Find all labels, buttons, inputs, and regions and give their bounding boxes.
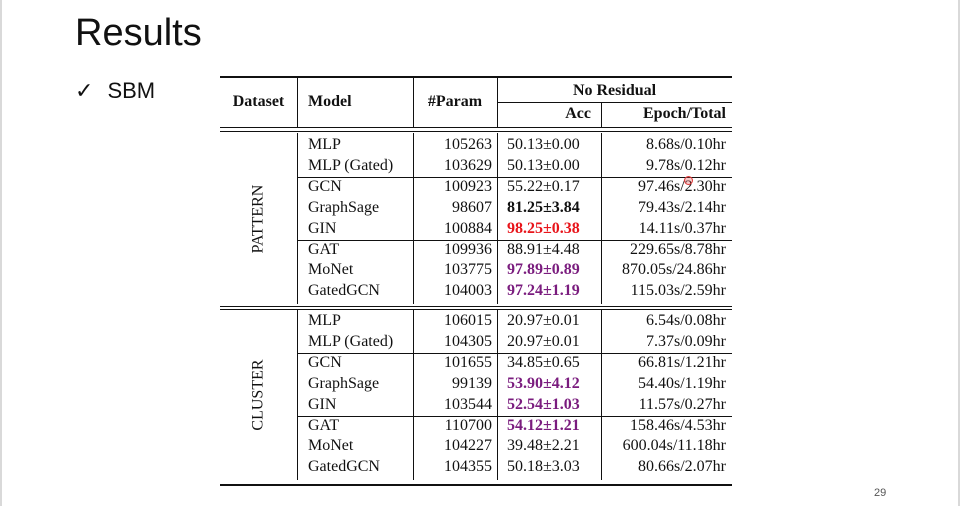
header-model: Model [308, 93, 352, 110]
cell-model: GatedGCN [308, 458, 380, 476]
cell-param: 99139 [452, 374, 492, 392]
cell-acc: 54.12±1.21 [507, 416, 580, 434]
header-epoch-total: Epoch/Total [643, 105, 726, 122]
cell-epoch-total: 115.03s/2.59hr [630, 282, 726, 300]
cell-acc: 55.22±0.17 [507, 177, 580, 195]
cell-acc: 81.25±3.84 [507, 198, 580, 216]
cell-param: 104227 [444, 437, 492, 455]
cell-param: 103775 [444, 261, 492, 279]
cell-param: 104355 [444, 458, 492, 476]
cell-acc: 88.91±4.48 [507, 240, 580, 258]
cell-acc: 52.54±1.03 [507, 395, 580, 413]
cell-param: 103629 [444, 156, 492, 174]
slide-left-border [0, 0, 2, 506]
cell-model: GAT [308, 240, 340, 258]
cell-model: MLP (Gated) [308, 156, 394, 174]
cell-param: 103544 [444, 395, 492, 413]
cell-param: 100923 [444, 177, 492, 195]
cell-model: GAT [308, 416, 340, 434]
header-dataset: Dataset [232, 93, 285, 110]
table-bottom-rule [220, 484, 732, 486]
cell-acc: 50.13±0.00 [507, 156, 580, 174]
column-divider [497, 309, 498, 480]
cell-epoch-total: 8.68s/0.10hr [646, 136, 726, 153]
cell-epoch-total: 870.05s/24.86hr [622, 261, 726, 279]
group-underline [497, 102, 732, 103]
bullet-text: SBM [107, 78, 156, 103]
cell-model: GraphSage [308, 198, 380, 216]
cell-model: MoNet [308, 437, 354, 455]
header-bottom-rule-2 [220, 131, 732, 132]
cell-epoch-total: 80.66s/2.07hr [638, 458, 726, 476]
cell-model: MLP [308, 312, 341, 329]
cell-model: MoNet [308, 261, 354, 279]
header-no-residual: No Residual [572, 82, 657, 99]
cell-epoch-total: 11.57s/0.27hr [638, 395, 726, 413]
cell-epoch-total: 158.46s/4.53hr [630, 416, 726, 434]
cell-model: GIN [308, 395, 337, 413]
cell-param: 98607 [452, 198, 492, 216]
cell-model: MLP [308, 136, 341, 153]
column-divider [297, 309, 298, 480]
checkmark-icon: ✓ [75, 78, 94, 103]
cell-param: 104003 [444, 282, 492, 300]
cell-acc: 97.24±1.19 [507, 282, 580, 300]
cell-model: MLP (Gated) [308, 332, 394, 350]
cell-acc: 50.13±0.00 [507, 136, 580, 153]
column-divider [297, 133, 298, 304]
cell-acc: 97.89±0.89 [507, 261, 580, 279]
cell-model: GCN [308, 353, 342, 371]
cell-epoch-total: 229.65s/8.78hr [630, 240, 726, 258]
cell-epoch-total: 6.54s/0.08hr [646, 312, 726, 329]
dataset-label: PATTERN [250, 184, 267, 253]
cell-epoch-total: 7.37s/0.09hr [646, 332, 726, 350]
cell-acc: 98.25±0.38 [507, 219, 580, 237]
cell-param: 106015 [444, 312, 492, 329]
cell-epoch-total: 79.43s/2.14hr [638, 198, 726, 216]
cell-model: GraphSage [308, 374, 380, 392]
cell-acc: 20.97±0.01 [507, 312, 580, 329]
header-param: #Param [427, 93, 483, 110]
column-divider [497, 133, 498, 304]
cell-acc: 39.48±2.21 [507, 437, 580, 455]
cell-model: GCN [308, 177, 342, 195]
cell-acc: 34.85±0.65 [507, 353, 580, 371]
cell-model: GIN [308, 219, 337, 237]
cell-epoch-total: 97.46s/2.30hr [638, 177, 726, 195]
cell-epoch-total: 14.11s/0.37hr [638, 219, 726, 237]
group-separator [220, 306, 732, 307]
group-separator-2 [220, 309, 732, 310]
cell-epoch-total: 54.40s/1.19hr [638, 374, 726, 392]
cell-model: GatedGCN [308, 282, 380, 300]
cell-param: 105263 [444, 136, 492, 153]
cell-epoch-total: 600.04s/11.18hr [622, 437, 726, 455]
cell-epoch-total: 66.81s/1.21hr [638, 353, 726, 371]
cell-param: 109936 [444, 240, 492, 258]
page-number: 29 [874, 487, 887, 499]
cell-acc: 53.90±4.12 [507, 374, 580, 392]
cursor-marker [684, 176, 693, 185]
cell-acc: 20.97±0.01 [507, 332, 580, 350]
cell-param: 100884 [444, 219, 492, 237]
cell-epoch-total: 9.78s/0.12hr [646, 156, 726, 174]
cell-param: 110700 [444, 416, 492, 434]
cell-param: 104305 [444, 332, 492, 350]
dataset-label: CLUSTER [250, 359, 267, 431]
header-acc: Acc [565, 105, 591, 122]
slide-title: Results [75, 12, 202, 54]
bullet-item [75, 78, 155, 104]
cell-acc: 50.18±3.03 [507, 458, 580, 476]
header-divider [297, 76, 298, 128]
cell-param: 101655 [444, 353, 492, 371]
